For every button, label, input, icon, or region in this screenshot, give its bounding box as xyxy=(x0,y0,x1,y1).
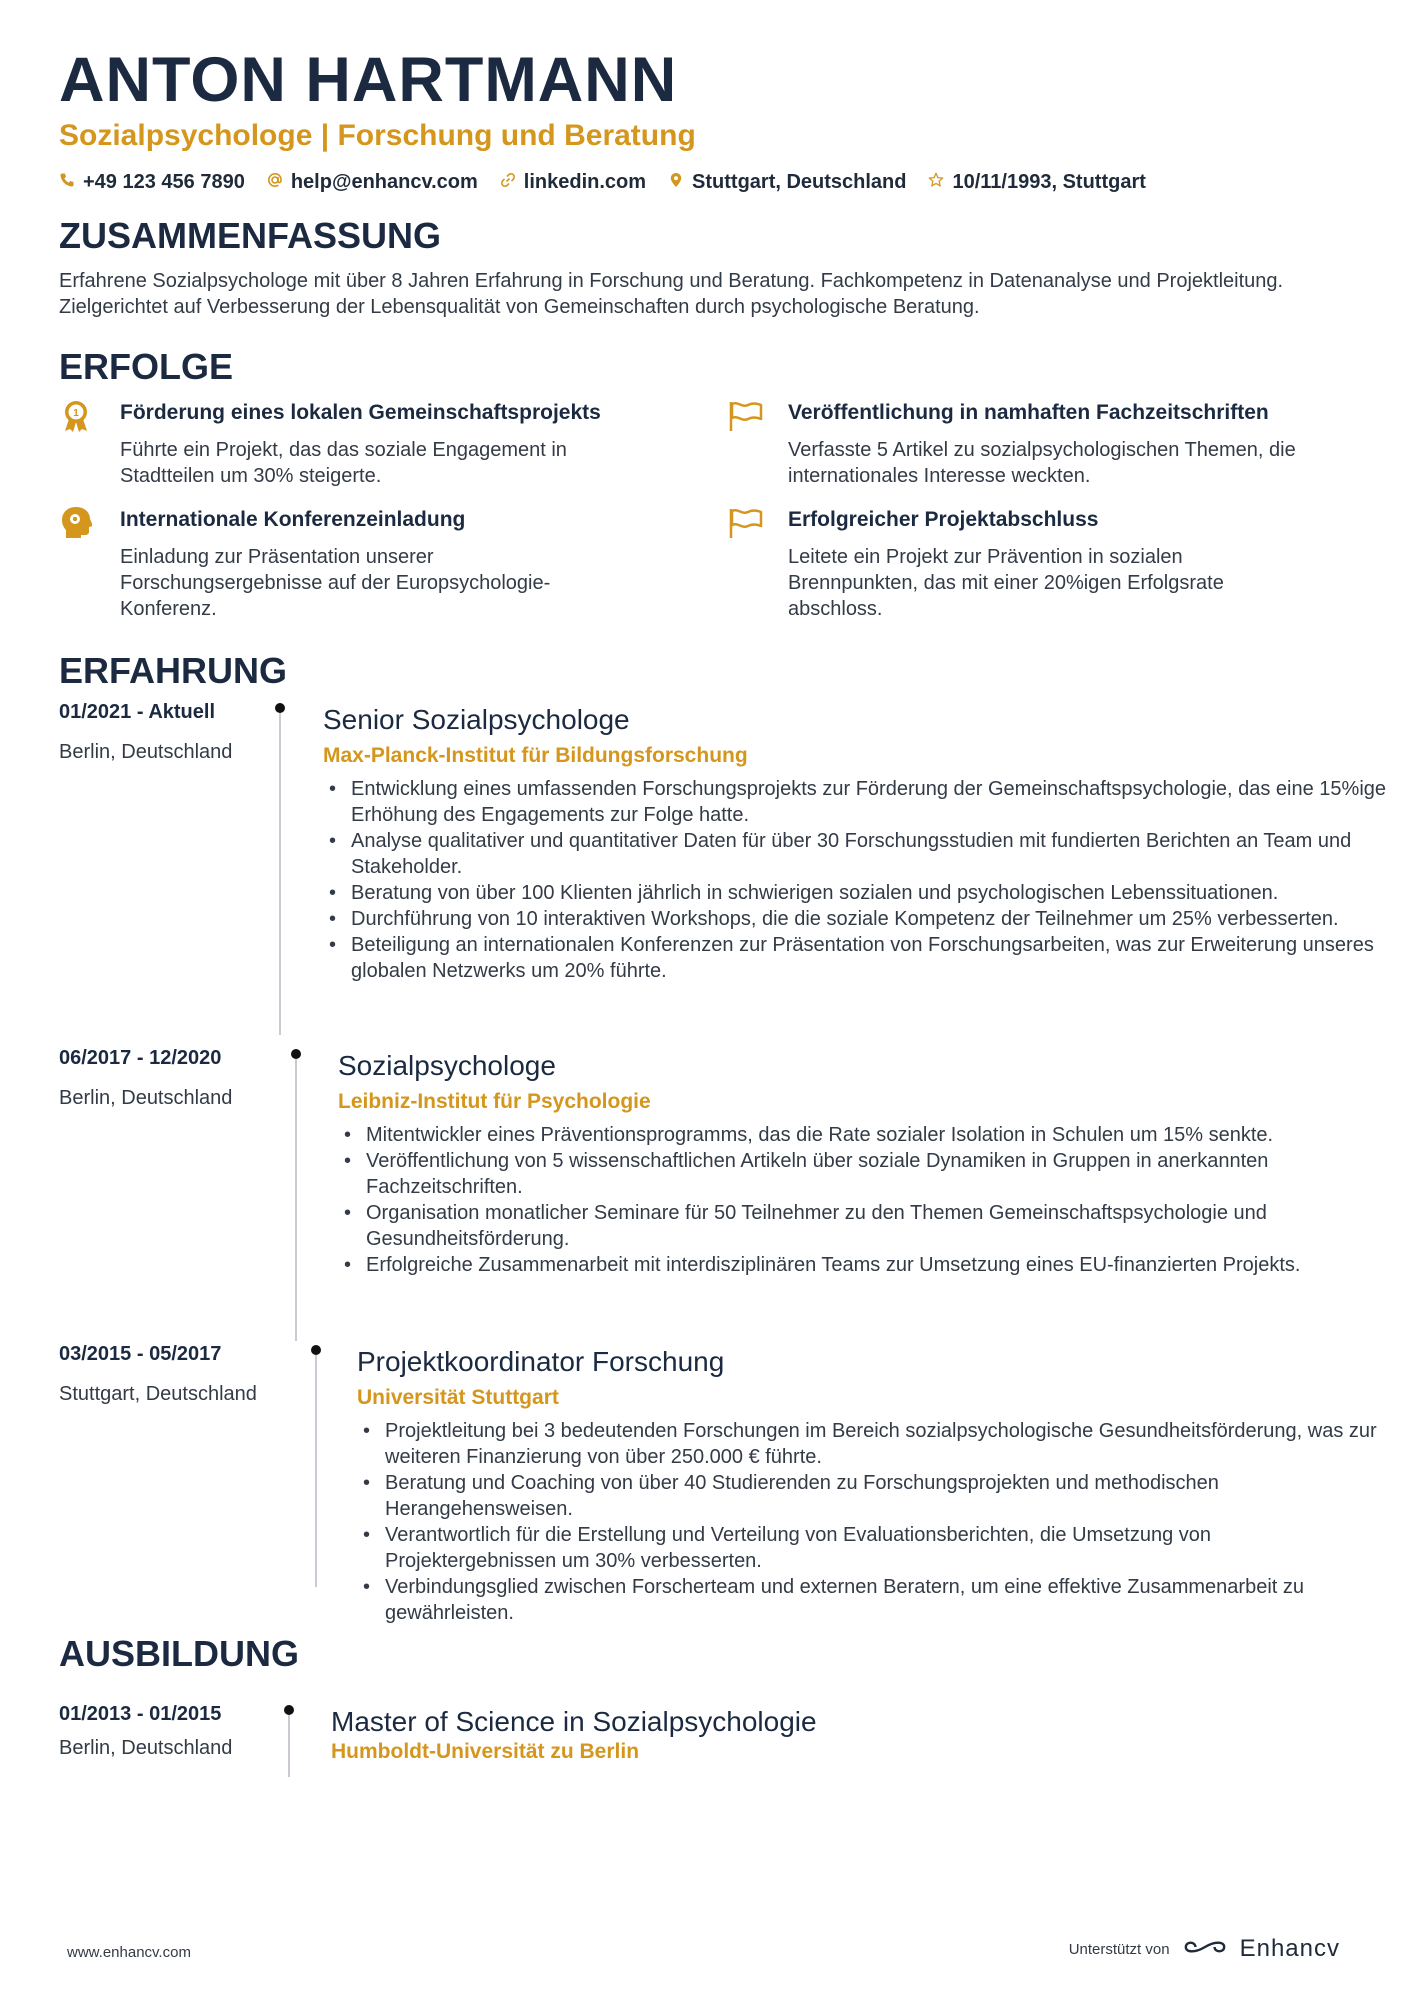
head-icon xyxy=(60,506,92,540)
summary-heading: ZUSAMMENFASSUNG xyxy=(59,215,442,256)
experience-bullets xyxy=(338,1122,1378,1278)
experience-role: Sozialpsychologe xyxy=(338,1050,556,1081)
link-icon xyxy=(500,168,516,196)
list-item: • Verantwortlich für die Erstellung und Verteilung von Evaluationsberichten, die Umsetzung von Projektergebnissen um 30% verbesserten. xyxy=(357,1522,1377,1574)
timeline-dot xyxy=(291,1049,301,1059)
experience-date: 01/2021 - Aktuell xyxy=(59,701,216,723)
education-location: Berlin, Deutschland xyxy=(59,1737,233,1759)
contact-location-text: Stuttgart, Deutschland xyxy=(692,171,907,193)
contact-birth-text: 10/11/1993, Stuttgart xyxy=(952,171,1146,193)
list-item: • Projektleitung bei 3 bedeutenden Forschungen im Bereich sozialpsychologische Gesundheitsförderung, was zur weiteren Finanzierung von über 250.000 € führte. xyxy=(357,1418,1377,1470)
location-pin-icon xyxy=(668,168,684,196)
footer-brand xyxy=(1069,1935,1340,1963)
experience-location: Berlin, Deutschland xyxy=(59,741,233,763)
experience-date: 06/2017 - 12/2020 xyxy=(59,1047,222,1069)
contact-linkedin-text: linkedin.com xyxy=(523,171,647,193)
contact-phone-text: +49 123 456 7890 xyxy=(83,171,245,193)
medal-icon xyxy=(60,399,92,433)
contact-linkedin[interactable] xyxy=(500,168,646,196)
timeline-dot xyxy=(275,703,285,713)
achievement-desc: Einladung zur Präsentation unserer Forschungsergebnisse auf der Europsychologie-Konferenz. xyxy=(120,546,551,620)
experience-entry xyxy=(59,698,1387,1038)
footer-powered-by: Unterstützt von xyxy=(1068,1940,1170,1958)
education-degree: Master of Science in Sozialpsychologie xyxy=(331,1706,817,1737)
timeline-dot xyxy=(284,1705,294,1715)
list-item: • Analyse qualitativer und quantitativer Daten für über 30 Forschungsstudien mit fundierten Berichten an Team und Stakeholder. xyxy=(323,828,1410,880)
phone-icon xyxy=(59,168,75,196)
candidate-name: ANTON HARTMANN xyxy=(59,45,678,115)
education-entry xyxy=(59,1700,1359,1780)
svg-text:1: 1 xyxy=(73,408,79,419)
list-item: • Durchführung von 10 interaktiven Workshops, die die soziale Kompetenz der Teilnehmer um 25% verbesserten. xyxy=(323,906,1410,932)
list-item: • Mitentwickler eines Präventionsprogramms, das die Rate sozialer Isolation in Schulen um 15% senkte. xyxy=(338,1122,1378,1148)
experience-role: Senior Sozialpsychologe xyxy=(323,704,630,735)
contact-email[interactable] xyxy=(267,168,478,196)
achievement-desc: Verfasste 5 Artikel zu sozialpsychologischen Themen, die internationales Interesse weckten. xyxy=(788,439,1296,487)
experience-bullets xyxy=(357,1418,1377,1626)
experience-location: Stuttgart, Deutschland xyxy=(59,1383,257,1405)
candidate-subtitle: Sozialpsychologe | Forschung und Beratung xyxy=(59,119,696,152)
achievement-title: Förderung eines lokalen Gemeinschaftsprojekts xyxy=(120,401,601,424)
achievements-heading: ERFOLGE xyxy=(59,346,234,387)
achievement-desc: Führte ein Projekt, das das soziale Engagement in Stadtteilen um 30% steigerte. xyxy=(120,439,567,487)
achievement-desc: Leitete ein Projekt zur Prävention in sozialen Brennpunkten, das mit einer 20%igen Erfolgsrate abschloss. xyxy=(788,546,1224,620)
at-icon xyxy=(267,168,283,196)
list-item: • Beteiligung an internationalen Konferenzen zur Präsentation von Forschungsarbeiten, was zur Erweiterung unseres globalen Netzwerks um 20% führte. xyxy=(323,932,1410,984)
list-item: • Verbindungsglied zwischen Forscherteam und externen Beratern, um eine effektive Zusammenarbeit zu gewährleisten. xyxy=(357,1574,1377,1626)
contact-email-text: help@enhancv.com xyxy=(290,171,478,193)
education-date: 01/2013 - 01/2015 xyxy=(59,1703,222,1725)
experience-entry xyxy=(59,1044,1359,1344)
experience-company: Leibniz-Institut für Psychologie xyxy=(338,1090,651,1113)
experience-role: Projektkoordinator Forschung xyxy=(357,1346,725,1377)
experience-company: Max-Planck-Institut für Bildungsforschung xyxy=(323,744,748,767)
list-item: • Beratung von über 100 Klienten jährlich in schwierigen sozialen und psychologischen Lebenssituationen. xyxy=(323,880,1410,906)
list-item: • Entwicklung eines umfassenden Forschungsprojekts zur Förderung der Gemeinschaftspsychologie, das eine 15%ige Erhöhung des Engagements zur Folge hatte. xyxy=(323,776,1410,828)
summary-text: Erfahrene Sozialpsychologe mit über 8 Jahren Erfahrung in Forschung und Beratung. Fachkompetenz in Datenanalyse und Projektleitung. Zielgerichtet auf Verbesserung der Lebensqualität von Gemeinschaften durch psychologische Beratung. xyxy=(59,270,1284,318)
experience-entry xyxy=(59,1340,1377,1624)
timeline-line xyxy=(279,713,281,1035)
contact-location xyxy=(668,168,906,196)
education-heading: AUSBILDUNG xyxy=(59,1633,299,1674)
star-icon xyxy=(928,168,944,196)
timeline-line xyxy=(288,1715,290,1777)
achievement-title: Erfolgreicher Projektabschluss xyxy=(788,508,1099,531)
enhancv-logo-icon xyxy=(1182,1935,1228,1963)
experience-company: Universität Stuttgart xyxy=(357,1386,559,1409)
list-item: • Organisation monatlicher Seminare für 50 Teilnehmer zu den Themen Gemeinschaftspsychologie und Gesundheitsförderung. xyxy=(338,1200,1378,1252)
list-item: • Erfolgreiche Zusammenarbeit mit interdisziplinären Teams zur Umsetzung eines EU-finanzierten Projekts. xyxy=(338,1252,1378,1278)
contact-phone xyxy=(59,168,245,196)
flag-icon xyxy=(728,506,760,540)
timeline-line xyxy=(315,1355,317,1587)
list-item: • Veröffentlichung von 5 wissenschaftlichen Artikeln über soziale Dynamiken in Gruppen in anerkannten Fachzeitschriften. xyxy=(338,1148,1378,1200)
experience-heading: ERFAHRUNG xyxy=(59,650,288,691)
flag-icon xyxy=(728,399,760,433)
achievement-title: Veröffentlichung in namhaften Fachzeitschriften xyxy=(788,401,1269,424)
education-school: Humboldt-Universität zu Berlin xyxy=(331,1740,640,1763)
footer-website[interactable]: www.enhancv.com xyxy=(67,1944,191,1961)
list-item: • Beratung und Coaching von über 40 Studierenden zu Forschungsprojekten und methodischen Herangehensweisen. xyxy=(357,1470,1377,1522)
contact-birth xyxy=(928,168,1145,196)
timeline-line xyxy=(295,1059,297,1341)
experience-bullets xyxy=(323,776,1410,984)
experience-date: 03/2015 - 05/2017 xyxy=(59,1343,222,1365)
footer-brand-name: Enhancv xyxy=(1239,1935,1340,1962)
achievement-title: Internationale Konferenzeinladung xyxy=(120,508,466,531)
contact-bar xyxy=(59,168,1146,196)
experience-location: Berlin, Deutschland xyxy=(59,1087,233,1109)
timeline-dot xyxy=(311,1345,321,1355)
